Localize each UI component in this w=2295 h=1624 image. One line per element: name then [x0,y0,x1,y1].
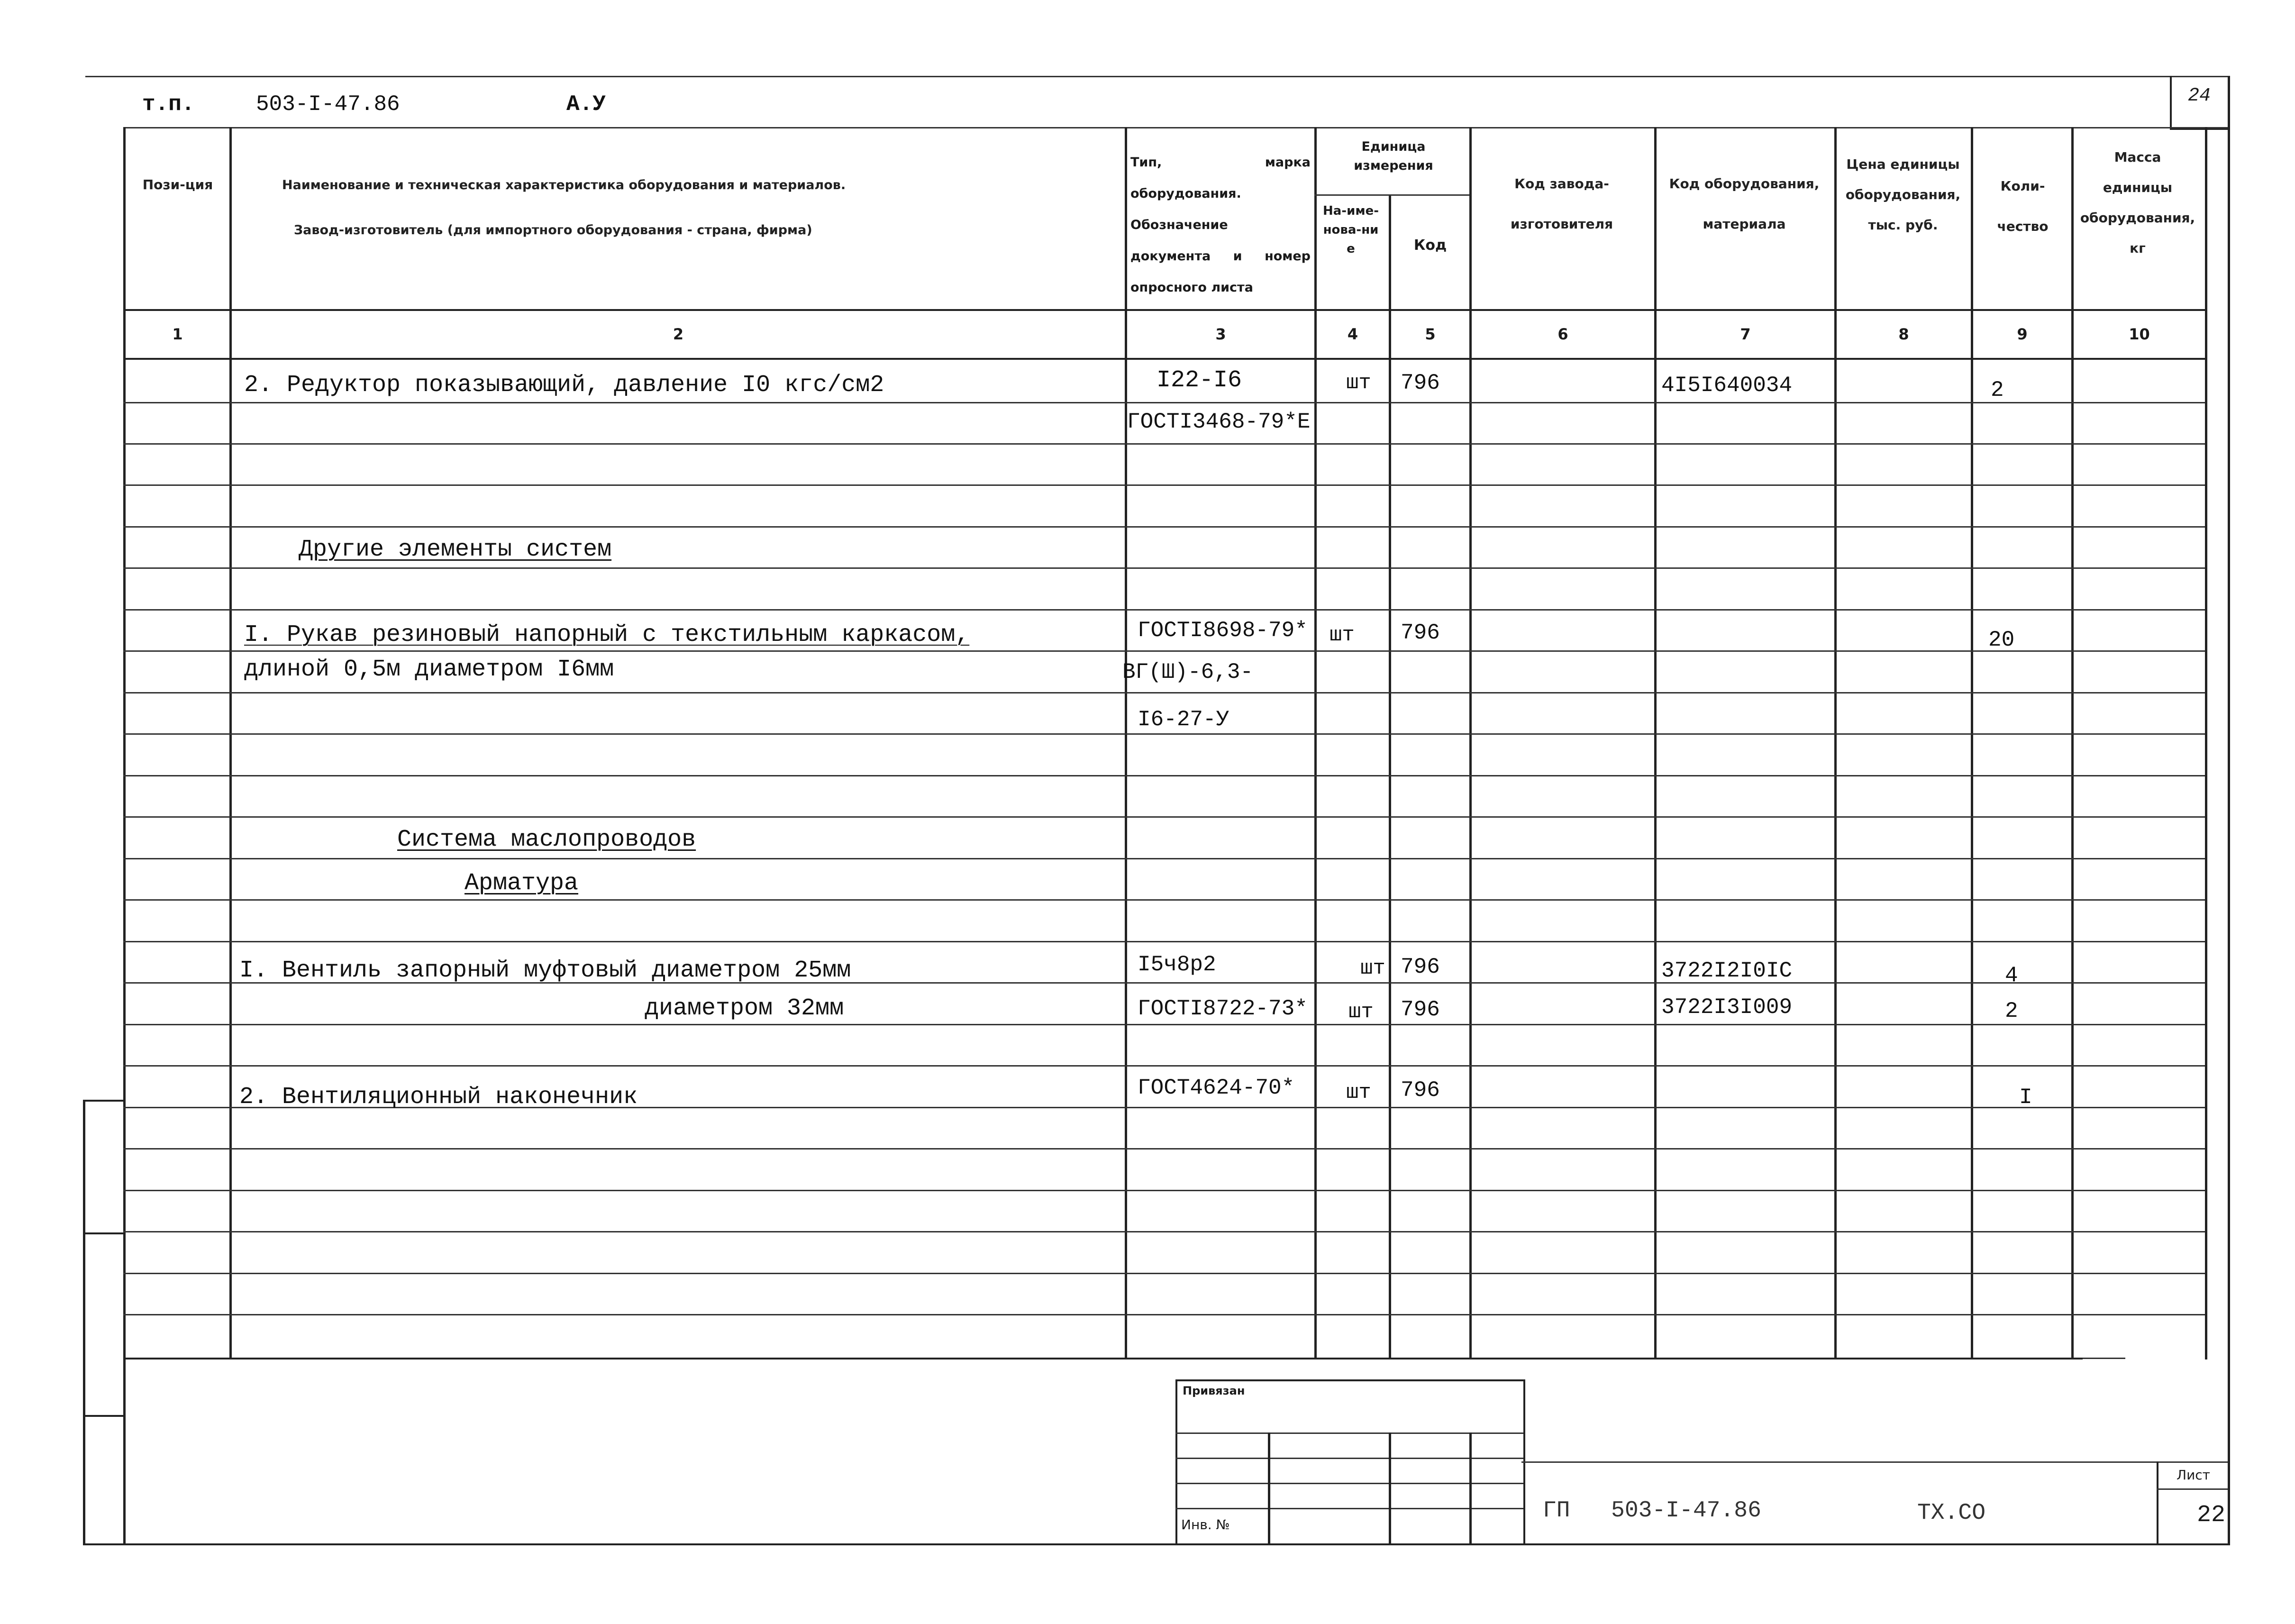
row3-name: I. Рукав резиновый напорный с текстильным каркасом, [244,621,970,648]
row7-type: ГОСТI8722-73* [1138,996,1308,1021]
col-line-3 [1314,127,1317,1359]
row-line [123,1273,2205,1274]
header-equip-code: Код оборудования, материала [1669,176,1820,232]
row6-equip: 3722I2I0IС [1661,958,1793,983]
sheet-label: Лист [2177,1467,2210,1483]
row7-code: 796 [1401,997,1440,1022]
row-line [123,1148,2205,1150]
col-line-4 [1389,194,1391,1359]
col-line-9 [2071,127,2074,1359]
col-line-5 [1469,127,1472,1359]
row1-qty: 2 [1991,378,2004,402]
header-maker-code: Код завода-изготовителя [1510,176,1613,232]
row1-equip: 4I5I640034 [1661,373,1793,398]
row6-type: I5ч8р2 [1138,952,1216,977]
row-line [123,1024,2205,1025]
header-name-line2: Завод-изготовитель (для импортного оборудования - страна, фирма) [294,223,812,237]
row1-unit: шт [1346,371,1371,395]
binding-tick [83,1100,126,1102]
header-top-line [123,127,2228,128]
row4-type: ВГ(Ш)-6,3- [1122,660,1254,684]
row6-qty: 4 [2005,963,2018,988]
header-unit-group: Единица измерения [1354,139,1433,173]
top-border [85,76,2228,77]
row6-name: I. Вентиль запорный муфтовый диаметром 25мм [239,957,851,984]
row1-name: 2. Редуктор показывающий, давление I0 кгс/см2 [244,372,884,399]
row3-code: 796 [1401,620,1440,645]
table-bottom-line [123,1358,2083,1359]
colnum: 3 [1215,325,1226,343]
doc-code: 503-I-47.86 [256,92,400,117]
header-bottom-line [123,309,2205,311]
table-bottom-tail [2083,1358,2125,1359]
row-line [123,941,2205,942]
col-line-6 [1654,127,1657,1359]
stamp-vline [1268,1432,1270,1543]
row7-equip: 3722I3I009 [1661,995,1793,1020]
stamp-vline [1469,1432,1472,1543]
heading-other-elements: Другие элементы систем [299,536,612,563]
row-line [123,1314,2205,1315]
row8-code: 796 [1401,1078,1440,1103]
header-unit-code: Код [1413,237,1447,254]
stamp-mark: ТХ.СО [1917,1500,1986,1526]
row-line [123,1231,2205,1232]
row-line [123,1190,2205,1191]
stamp-doc-code: ГП 503-I-47.86 [1543,1498,1761,1524]
header-type: Тип, марка оборудования. Обозначение документа и номер опросного листа [1130,155,1311,295]
stamp-inv-label: Инв. № [1181,1517,1230,1533]
colnum: 4 [1347,325,1358,343]
col-line-7 [1834,127,1837,1359]
frame-bottom-line [83,1543,2230,1545]
colnum: 8 [1898,325,1909,343]
colnum: 9 [2017,325,2028,343]
binding-tick [83,1232,126,1234]
binding-strip-line [83,1100,85,1545]
header-name-line1: Наименование и техническая характеристика оборудования и материалов. [282,178,846,192]
colnum: 1 [172,325,183,343]
row8-name: 2. Вентиляционный наконечник [239,1084,638,1111]
heading-fittings: Арматура [464,870,579,897]
row-line [123,526,2205,528]
row7-qty: 2 [2005,999,2018,1023]
colnum: 2 [673,325,684,343]
binding-tick [83,1415,126,1417]
header-unit-name: На-име-нова-ние [1323,204,1379,256]
row-line [123,899,2205,901]
row-line [123,775,2205,776]
row-line [123,567,2205,569]
row-line [123,816,2205,818]
row2-type: ГОСТI3468-79*Е [1127,410,1311,434]
row4-name: длиной 0,5м диаметром I6мм [244,656,614,683]
col-line-10 [2205,127,2207,1359]
row-line [123,858,2205,859]
row5-type: I6-27-У [1138,707,1229,732]
section-mark: А.У [566,92,606,117]
row6-unit: шт [1360,957,1385,980]
colnum-bottom-line [123,358,2205,360]
sheet-box-split [2157,1488,2228,1490]
row-line [123,650,2205,652]
header-mass: Масса единицы оборудования, кг [2080,149,2195,256]
row3-qty: 20 [1988,628,2015,652]
row7-name: диаметром 32мм [645,995,844,1022]
col-line-2 [1125,127,1127,1359]
sheet-number: 22 [2196,1502,2225,1529]
header-position: Пози-ция [142,177,213,192]
colnum: 7 [1740,325,1751,343]
colnum: 5 [1425,325,1436,343]
unit-header-split [1314,194,1469,196]
col-line-1 [229,127,232,1359]
header-qty: Коли-чество [1997,178,2049,234]
colnum: 10 [2129,325,2150,343]
row8-type: ГОСТ4624-70* [1138,1076,1295,1100]
stamp-vline [1389,1432,1391,1543]
row8-unit: шт [1346,1081,1371,1104]
page-corner-number: 24 [2187,85,2211,107]
row7-unit: шт [1348,1000,1374,1024]
row-line [123,692,2205,693]
row-line [123,402,2205,403]
row-line [123,484,2205,486]
row-line [123,609,2205,611]
header-price: Цена единицы оборудования, тыс. руб. [1845,156,1961,233]
col-line-8 [1971,127,1973,1359]
right-border [2228,76,2230,1545]
heading-oil-system: Система маслопроводов [397,826,696,853]
stamp-bound-label: Привязан [1183,1384,1245,1397]
doc-type-label: т.п. [142,92,195,117]
colnum: 6 [1557,325,1568,343]
stamp-line [1521,1461,2228,1463]
row-line [123,1065,2205,1067]
row3-type: ГОСТI8698-79* [1138,618,1308,643]
row-line [123,443,2205,445]
row1-code: 796 [1401,371,1440,395]
row8-qty: I [2019,1085,2032,1110]
row1-type: I22-I6 [1157,367,1242,394]
row6-code: 796 [1401,955,1440,979]
row3-unit: шт [1330,623,1355,647]
